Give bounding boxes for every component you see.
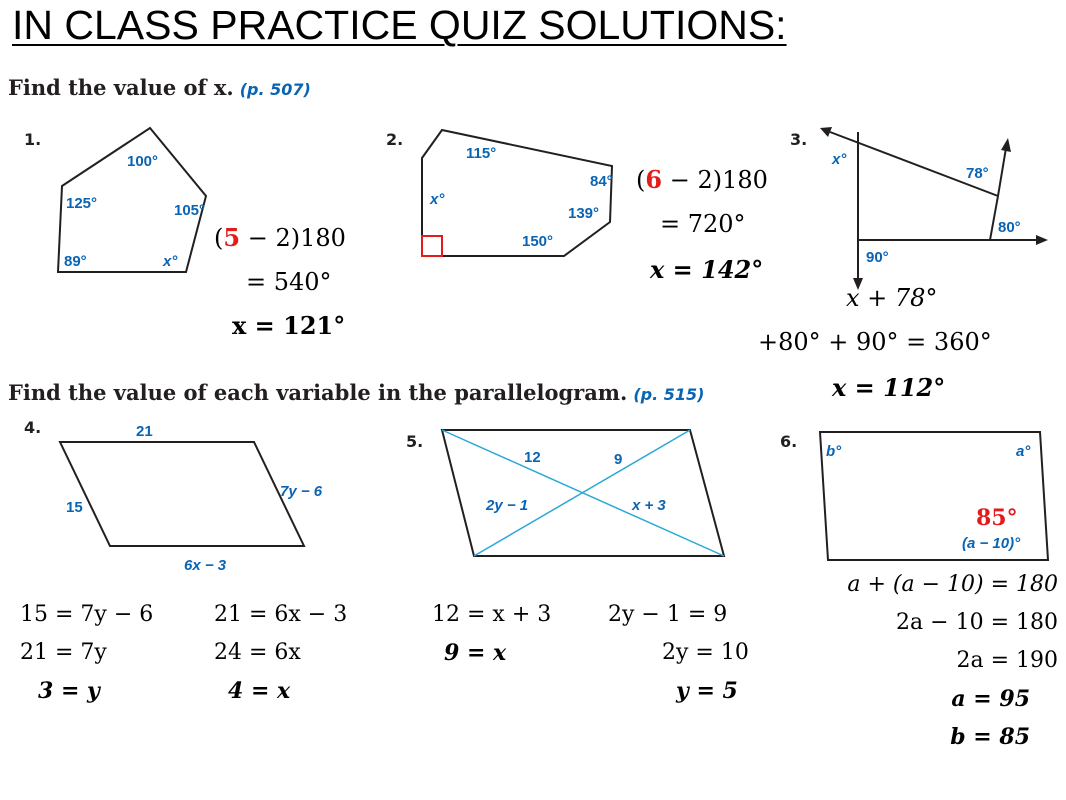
p2-answer: x = 142° [650,255,764,284]
p6-answer-label: 85° [976,505,1018,531]
p5-y-step-2: 2y = 10 [662,640,749,665]
p3-label-3: 90° [866,249,889,266]
problem-4-number: 4. [24,418,42,437]
parallelogram-6-diagram [820,432,1048,560]
p2-label-4: 150° [522,233,554,250]
p6-a-answer: a = 95 [951,686,1030,712]
p2-solution-line1: (6 − 2)180 [636,165,768,194]
p5-x-answer: 9 = x [444,640,507,666]
p1-label-0: 100° [127,153,159,170]
p3-solution-line2: +80° + 90° = 360° [758,328,992,356]
p5-equations-y [608,596,749,710]
p3-solution-line1: x + 78° [846,284,938,312]
p3-answer: x = 112° [832,373,946,402]
p6-step-1: a + (a − 10) = 180 [847,572,1058,597]
parallelogram-4-diagram [60,423,323,574]
section-heading-2-page: (p. 515) [633,385,705,404]
p5-y-step-1: 2y − 1 = 9 [608,602,728,627]
p6-b-answer: b = 85 [950,724,1030,750]
p4-label-3: 6x − 3 [184,557,227,574]
p5-label-3: x + 3 [632,497,666,514]
p1-label-2: 105° [174,202,206,219]
p2-label-2: 84° [590,173,613,190]
p3-label-2: 80° [998,219,1021,236]
hexagon-diagram [422,130,613,256]
p4-y-step-2: 21 = 7y [20,640,107,665]
p4-y-answer: 3 = y [38,678,100,704]
p4-equations-y [20,596,153,710]
section-heading-2-text: Find the value of each variable in the parallelogram. [8,380,628,405]
p6-step-3: 2a = 190 [956,648,1058,673]
p1-label-3: 89° [64,253,87,270]
p6-equations [847,566,1058,756]
p5-equations-x [432,596,551,672]
p4-x-step-2: 24 = 6x [214,640,301,665]
p1-solution-line2: = 540° [246,268,332,296]
pentagon-diagram [58,128,206,272]
p2-label-3: 139° [568,205,600,222]
section-heading-1-text: Find the value of x. [8,75,234,100]
p1-solution-line1: (5 − 2)180 [214,223,346,252]
p4-y-step-1: 15 = 7y − 6 [20,602,154,627]
p4-x-step-1: 21 = 6x − 3 [214,602,348,627]
p4-x-answer: 4 = x [228,678,291,704]
p2-label-0: 115° [466,145,497,162]
p5-label-2: 2y − 1 [486,497,529,514]
p6-label-2: (a − 10)° [962,535,1021,552]
parallelogram-5-diagram [442,430,724,556]
p4-label-2: 7y − 6 [280,483,323,500]
p1-label-4: x° [163,253,178,270]
p4-label-1: 15 [66,499,83,516]
p5-y-answer: y = 5 [676,678,738,704]
p3-label-0: x° [832,151,847,168]
p4-equations-x [214,596,347,710]
problem-5-number: 5. [406,432,424,451]
p6-label-0: b° [826,443,842,460]
section-heading-1-page: (p. 507) [239,80,311,99]
p6-step-2: 2a − 10 = 180 [896,610,1058,635]
p5-x-step-1: 12 = x + 3 [432,602,552,627]
p3-label-1: 78° [966,165,989,182]
p4-label-0: 21 [136,423,153,440]
page-title: IN CLASS PRACTICE QUIZ SOLUTIONS: [12,2,787,48]
p5-label-1: 9 [614,451,623,468]
p5-label-0: 12 [524,449,541,466]
exterior-angle-diagram [820,127,1048,290]
p1-label-1: 125° [66,195,98,212]
problem-6-number: 6. [780,432,798,451]
p2-solution-line2: = 720° [660,210,746,238]
p2-label-1: x° [430,191,445,208]
problem-3-number: 3. [790,130,808,149]
p6-label-1: a° [1016,443,1031,460]
problem-2-number: 2. [386,130,404,149]
p1-answer: x = 121° [232,311,346,340]
problem-1-number: 1. [24,130,42,149]
